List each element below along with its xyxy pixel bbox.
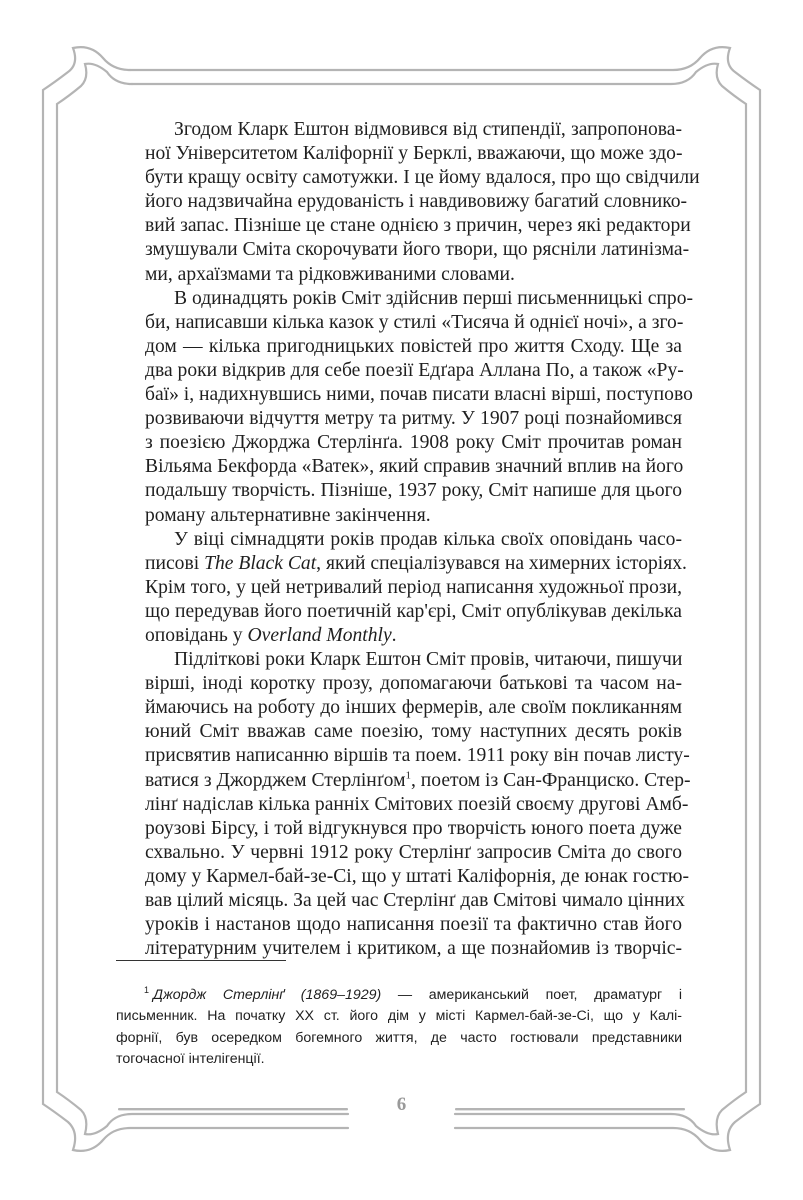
page-number: 6 — [396, 1094, 407, 1115]
text-run: ватися з Джорджем Стерлінґом — [145, 769, 406, 791]
paragraph-4 — [116, 648, 691, 961]
text-line — [116, 552, 687, 576]
text-line: бути кращу освіту самотужки. І це йому вдалося, про що свідчили — [145, 167, 700, 189]
text-line: Крім того, у цей нетривалий період написання художньої прози, — [145, 576, 682, 598]
text-line: ної Університетом Каліфорнії у Берклі, вважаючи, що може здо- — [145, 143, 683, 165]
footnote-line: тогочасної інтелігенції. — [116, 1051, 265, 1068]
text-line: подальшу творчість. Пізніше, 1937 року, Сміт напише для цього — [145, 480, 682, 502]
footnote-subject: Джордж Стерлінґ (1869–1929) — [153, 987, 382, 1003]
text-line: два роки відкрив для себе поезії Едґара Аллана По, а також «Ру- — [145, 359, 684, 381]
footnote-line: форнії, був осередком богемного життя, де часто гостювали представники — [116, 1029, 682, 1046]
paragraph-1 — [116, 118, 700, 287]
magazine-title: Overland Monthly — [247, 624, 392, 646]
footnote-line: письменник. На початку XX ст. його дім у місті Кармел-бай-зе-Сі, що у Калі- — [116, 1008, 682, 1025]
text-run: , поетом із Сан-Франциско. Стер- — [411, 769, 691, 791]
text-line: У віці сімнадцяти років продав кілька своїх оповідань часо- — [174, 528, 682, 550]
text-line: Вільяма Бекфорда «Ватек», який справив значний вплив на його — [145, 456, 684, 478]
text-line: Згодом Кларк Ештон відмовився від стипендії, запропонова- — [174, 119, 682, 140]
text-line: В одинадцять років Сміт здійснив перші письменницькі спро- — [174, 287, 694, 309]
footnote-reference[interactable]: 1 — [405, 769, 411, 781]
magazine-title: The Black Cat — [204, 552, 317, 574]
text-line: вірші, іноді коротку прозу, допомагаючи батькові та часом на- — [145, 673, 682, 695]
text-line: схвально. У червні 1912 року Стерлінґ запросив Сміта до свого — [145, 841, 682, 863]
text-line: ми, архаїзмами та рідковживаними словами. — [145, 263, 515, 285]
text-line — [116, 624, 682, 648]
footnote — [116, 985, 682, 1071]
footnote-divider — [116, 960, 286, 961]
footnote-line — [116, 985, 682, 1006]
text-line: баї» і, надихнувшись ними, почав писати власні вірші, поступово — [145, 384, 693, 406]
text-line: його надзвичайна ерудованість і навдивовижу багатий словнико- — [145, 191, 688, 213]
main-text — [116, 118, 700, 961]
text-line: вий запас. Пізніше це стане однією з причин, через які редактори — [145, 215, 691, 237]
text-line: юний Сміт вважав саме поезію, тому наступних десять років — [145, 721, 682, 743]
text-run: — американський поет, драматург і — [381, 987, 682, 1003]
text-line: уроків і настанов щодо написання поезії та фактично став його — [145, 914, 682, 936]
paragraph-3 — [116, 528, 687, 648]
text-line: дом — кілька пригодницьких повістей про життя Сходу. Ще за — [145, 335, 682, 357]
text-line: змушували Сміта скорочувати його твори, що рясніли латинізма- — [145, 239, 690, 261]
text-line: розвиваючи відчуття метру та ритму. У 1907 році познайомився — [145, 408, 682, 430]
text-line: роузові Бірсу, і той відгукнувся про творчість юного поета дуже — [145, 817, 682, 839]
paragraph-2 — [116, 287, 694, 528]
text-line: би, написавши кілька казок у стилі «Тисяча й однієї ночі», а зго- — [145, 311, 684, 333]
text-line: що передував його поетичній кар'єрі, Сміт опублікував декілька — [145, 600, 682, 622]
text-line: дому у Кармел-бай-зе-Сі, що у штаті Каліфорнія, де юнак гостю- — [145, 865, 689, 887]
text-line: літературним учителем і критиком, а ще познайомив із творчіс- — [145, 938, 682, 960]
text-line: ймаючись на роботу до інших фермерів, але своїм покликанням — [145, 697, 682, 719]
text-line: роману альтернативне закінчення. — [145, 504, 431, 526]
text-line: Підліткові роки Кларк Ештон Сміт провів, читаючи, пишучи — [174, 649, 683, 671]
text-line: присвятив написанню віршів та поем. 1911 року він почав листу- — [145, 745, 690, 767]
text-run: писові — [145, 552, 205, 574]
text-line: лінґ надіслав кілька ранніх Смітових поезій своєму другові Амб- — [145, 793, 689, 815]
text-line: вав цілий місяць. За цей час Стерлінґ дав Смітові чимало цінних — [145, 890, 685, 911]
text-line: з поезією Джорджа Стерлінґа. 1908 року Сміт прочитав роман — [145, 432, 682, 454]
footnote-number: 1 — [144, 985, 150, 996]
text-line — [116, 769, 691, 793]
text-run: оповідань у — [145, 624, 248, 646]
text-run: . — [391, 624, 397, 646]
text-run: , який спеціалізувався на химерних історіях. — [316, 552, 687, 574]
